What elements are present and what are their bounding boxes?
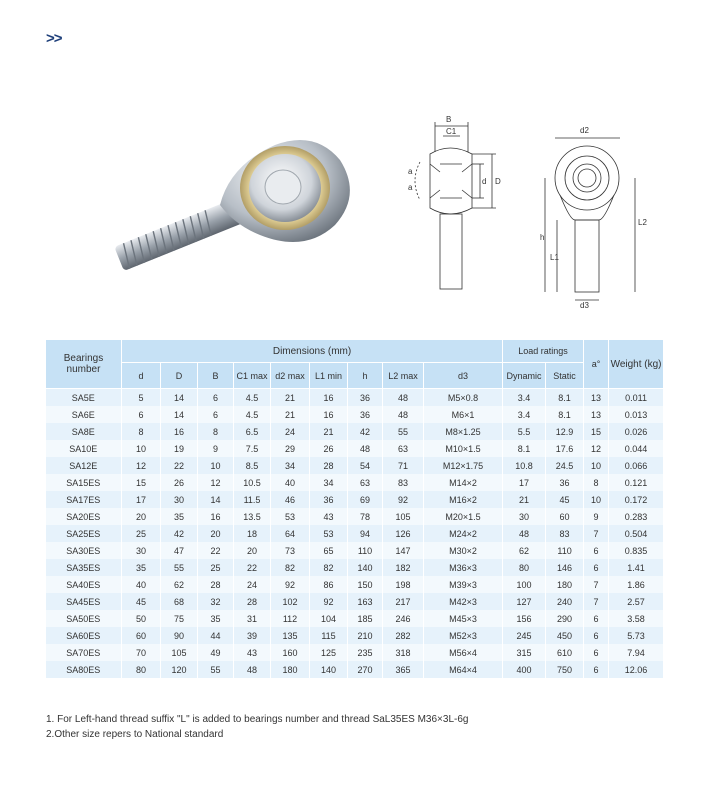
- table-cell: 17: [503, 474, 546, 491]
- table-cell: M8×1.25: [424, 423, 503, 440]
- table-cell: 100: [503, 576, 546, 593]
- table-cell: 7: [584, 576, 609, 593]
- table-cell: 55: [198, 661, 234, 678]
- table-cell: 2.57: [609, 593, 664, 610]
- table-cell: 62: [503, 542, 546, 559]
- table-cell: 180: [271, 661, 310, 678]
- table-cell: 8.5: [234, 457, 271, 474]
- table-cell: 47: [161, 542, 198, 559]
- table-cell: 20: [122, 508, 161, 525]
- label-d2: d2: [580, 126, 589, 135]
- table-cell: 68: [161, 593, 198, 610]
- table-cell: 8: [198, 423, 234, 440]
- table-cell: M64×4: [424, 661, 503, 678]
- table-cell: 53: [310, 525, 348, 542]
- table-cell: 105: [161, 644, 198, 661]
- table-cell: 20: [198, 525, 234, 542]
- table-cell: 4.5: [234, 406, 271, 423]
- table-cell: 245: [503, 627, 546, 644]
- header-h: h: [348, 363, 383, 389]
- table-cell: 156: [503, 610, 546, 627]
- table-cell: M14×2: [424, 474, 503, 491]
- table-cell: 49: [198, 644, 234, 661]
- table-cell: 31: [234, 610, 271, 627]
- table-cell: 65: [310, 542, 348, 559]
- table-cell: 182: [383, 559, 424, 576]
- table-cell: M5×0.8: [424, 389, 503, 407]
- table-cell: 60: [122, 627, 161, 644]
- table-cell: 290: [546, 610, 584, 627]
- table-cell: 36: [310, 491, 348, 508]
- table-cell: 12.06: [609, 661, 664, 678]
- table-cell: 34: [271, 457, 310, 474]
- table-cell: 92: [271, 576, 310, 593]
- table-cell: 450: [546, 627, 584, 644]
- table-cell: 246: [383, 610, 424, 627]
- table-cell: 92: [310, 593, 348, 610]
- table-cell: 3.58: [609, 610, 664, 627]
- table-cell: 43: [310, 508, 348, 525]
- table-cell: 24: [271, 423, 310, 440]
- table-cell: 71: [383, 457, 424, 474]
- table-cell: 21: [503, 491, 546, 508]
- table-cell: 0.026: [609, 423, 664, 440]
- table-cell: 0.172: [609, 491, 664, 508]
- table-cell: 13: [584, 406, 609, 423]
- table-cell: 80: [503, 559, 546, 576]
- table-cell: 80: [122, 661, 161, 678]
- table-cell: 0.835: [609, 542, 664, 559]
- table-cell: 610: [546, 644, 584, 661]
- table-cell: M12×1.75: [424, 457, 503, 474]
- table-cell: M45×3: [424, 610, 503, 627]
- table-cell: 8.1: [546, 406, 584, 423]
- table-cell: 24: [234, 576, 271, 593]
- table-cell: 82: [271, 559, 310, 576]
- header-d2-max: d2 max: [271, 363, 310, 389]
- table-cell: 6: [198, 389, 234, 407]
- header-d3: d3: [424, 363, 503, 389]
- table-cell: 22: [198, 542, 234, 559]
- table-cell: 6: [584, 661, 609, 678]
- table-cell: 150: [348, 576, 383, 593]
- table-cell: 235: [348, 644, 383, 661]
- section-marker: >>: [46, 30, 62, 47]
- table-cell: 6: [584, 627, 609, 644]
- table-cell: 0.011: [609, 389, 664, 407]
- table-cell: M42×3: [424, 593, 503, 610]
- table-row: [46, 457, 664, 474]
- table-cell: 12: [122, 457, 161, 474]
- table-cell: 21: [271, 389, 310, 407]
- table-cell: 86: [310, 576, 348, 593]
- table-cell: SA40ES: [46, 576, 122, 593]
- table-cell: 15: [122, 474, 161, 491]
- table-cell: 5: [122, 389, 161, 407]
- table-cell: 8.1: [546, 389, 584, 407]
- table-cell: 140: [348, 559, 383, 576]
- table-cell: 62: [161, 576, 198, 593]
- table-cell: 126: [383, 525, 424, 542]
- table-cell: 120: [161, 661, 198, 678]
- table-row: [46, 406, 664, 423]
- label-d: d: [482, 177, 487, 186]
- label-L1: L1: [550, 253, 559, 262]
- table-cell: 0.066: [609, 457, 664, 474]
- table-cell: 3.4: [503, 406, 546, 423]
- table-cell: 40: [122, 576, 161, 593]
- table-cell: 53: [271, 508, 310, 525]
- table-cell: 12.9: [546, 423, 584, 440]
- table-cell: 19: [161, 440, 198, 457]
- table-cell: SA20ES: [46, 508, 122, 525]
- table-cell: SA6E: [46, 406, 122, 423]
- table-cell: 45: [546, 491, 584, 508]
- table-cell: 29: [271, 440, 310, 457]
- bearing-spec-table: [45, 339, 664, 678]
- table-cell: 160: [271, 644, 310, 661]
- table-cell: 28: [310, 457, 348, 474]
- table-cell: 13: [584, 389, 609, 407]
- table-row: [46, 627, 664, 644]
- table-row: [46, 559, 664, 576]
- footnote-1: 1. For Left-hand thread suffix "L" is added to bearings number and thread SaL35ES M36×3L-6g: [46, 714, 469, 725]
- table-cell: 28: [198, 576, 234, 593]
- table-cell: 0.504: [609, 525, 664, 542]
- table-cell: 48: [234, 661, 271, 678]
- label-C1: C1: [446, 127, 457, 136]
- label-d3: d3: [580, 301, 589, 310]
- table-cell: 10.8: [503, 457, 546, 474]
- table-cell: 22: [161, 457, 198, 474]
- table-cell: 180: [546, 576, 584, 593]
- table-cell: 16: [310, 389, 348, 407]
- table-cell: 14: [161, 406, 198, 423]
- table-cell: 8: [584, 474, 609, 491]
- table-cell: 365: [383, 661, 424, 678]
- table-cell: 16: [161, 423, 198, 440]
- table-cell: 43: [234, 644, 271, 661]
- table-cell: 13.5: [234, 508, 271, 525]
- header-C1-max: C1 max: [234, 363, 271, 389]
- table-cell: 48: [383, 389, 424, 407]
- header-alpha: a°: [584, 340, 609, 389]
- front-drawing: [540, 120, 650, 310]
- table-cell: 21: [310, 423, 348, 440]
- table-row: [46, 440, 664, 457]
- table-cell: SA50ES: [46, 610, 122, 627]
- table-cell: M56×4: [424, 644, 503, 661]
- table-cell: 22: [234, 559, 271, 576]
- header-L1-min: L1 min: [310, 363, 348, 389]
- table-row: [46, 644, 664, 661]
- table-cell: 17.6: [546, 440, 584, 457]
- label-h: h: [540, 233, 545, 242]
- table-cell: 135: [271, 627, 310, 644]
- table-cell: 63: [348, 474, 383, 491]
- table-cell: M36×3: [424, 559, 503, 576]
- table-cell: SA15ES: [46, 474, 122, 491]
- table-cell: SA80ES: [46, 661, 122, 678]
- table-cell: 44: [198, 627, 234, 644]
- table-cell: 6.5: [234, 423, 271, 440]
- table-cell: 70: [122, 644, 161, 661]
- table-cell: 28: [234, 593, 271, 610]
- table-cell: 102: [271, 593, 310, 610]
- table-cell: 36: [348, 389, 383, 407]
- header-L2-max: L2 max: [383, 363, 424, 389]
- table-row: [46, 491, 664, 508]
- table-cell: 217: [383, 593, 424, 610]
- table-row: [46, 508, 664, 525]
- table-cell: 104: [310, 610, 348, 627]
- table-cell: 30: [503, 508, 546, 525]
- table-cell: 55: [383, 423, 424, 440]
- table-cell: 10: [122, 440, 161, 457]
- table-cell: 125: [310, 644, 348, 661]
- table-cell: 73: [271, 542, 310, 559]
- table-cell: 10: [584, 457, 609, 474]
- table-cell: 18: [234, 525, 271, 542]
- header-dimensions: Dimensions (mm): [122, 340, 503, 363]
- table-cell: 14: [198, 491, 234, 508]
- table-cell: 1.86: [609, 576, 664, 593]
- table-cell: 63: [383, 440, 424, 457]
- table-cell: 9: [584, 508, 609, 525]
- table-row: [46, 423, 664, 440]
- table-cell: SA12E: [46, 457, 122, 474]
- table-cell: 46: [271, 491, 310, 508]
- table-cell: M24×2: [424, 525, 503, 542]
- table-cell: 24.5: [546, 457, 584, 474]
- table-cell: 78: [348, 508, 383, 525]
- header-d: d: [122, 363, 161, 389]
- table-cell: 185: [348, 610, 383, 627]
- table-row: [46, 542, 664, 559]
- table-cell: 146: [546, 559, 584, 576]
- table-cell: M30×2: [424, 542, 503, 559]
- header-dynamic: Dynamic: [503, 363, 546, 389]
- table-cell: 127: [503, 593, 546, 610]
- table-cell: 10.5: [234, 474, 271, 491]
- table-cell: 15: [584, 423, 609, 440]
- table-cell: 83: [383, 474, 424, 491]
- table-cell: 82: [310, 559, 348, 576]
- table-row: [46, 593, 664, 610]
- table-cell: 34: [310, 474, 348, 491]
- table-cell: 7: [584, 525, 609, 542]
- table-cell: 115: [310, 627, 348, 644]
- table-cell: 26: [310, 440, 348, 457]
- label-alpha-2: a: [408, 183, 413, 192]
- table-cell: 110: [348, 542, 383, 559]
- label-alpha-1: a: [408, 167, 413, 176]
- table-cell: 35: [198, 610, 234, 627]
- table-cell: 6: [584, 610, 609, 627]
- table-cell: 110: [546, 542, 584, 559]
- header-weight: Weight (kg): [609, 340, 664, 389]
- footnote-2: 2.Other size repers to National standard: [46, 729, 224, 740]
- table-cell: 64: [271, 525, 310, 542]
- table-cell: SA17ES: [46, 491, 122, 508]
- table-cell: 3.4: [503, 389, 546, 407]
- table-cell: SA8E: [46, 423, 122, 440]
- table-cell: 4.5: [234, 389, 271, 407]
- table-cell: 60: [546, 508, 584, 525]
- table-cell: 35: [161, 508, 198, 525]
- header-bearings-number: Bearings number: [46, 340, 122, 389]
- table-cell: 30: [161, 491, 198, 508]
- table-cell: 11.5: [234, 491, 271, 508]
- table-cell: 48: [503, 525, 546, 542]
- table-cell: 35: [122, 559, 161, 576]
- table-cell: 26: [161, 474, 198, 491]
- table-cell: 6: [198, 406, 234, 423]
- table-cell: SA25ES: [46, 525, 122, 542]
- table-cell: 50: [122, 610, 161, 627]
- table-cell: 36: [348, 406, 383, 423]
- table-cell: 55: [161, 559, 198, 576]
- table-cell: 6: [584, 542, 609, 559]
- table-cell: M6×1: [424, 406, 503, 423]
- table-cell: 45: [122, 593, 161, 610]
- table-cell: 48: [383, 406, 424, 423]
- table-cell: 32: [198, 593, 234, 610]
- header-load-ratings: Load ratings: [503, 340, 584, 363]
- table-cell: 20: [234, 542, 271, 559]
- table-cell: 12: [584, 440, 609, 457]
- table-cell: 25: [198, 559, 234, 576]
- table-cell: M52×3: [424, 627, 503, 644]
- table-cell: 1.41: [609, 559, 664, 576]
- table-cell: 9: [198, 440, 234, 457]
- table-cell: SA45ES: [46, 593, 122, 610]
- table-cell: 14: [161, 389, 198, 407]
- table-cell: 48: [348, 440, 383, 457]
- table-cell: 400: [503, 661, 546, 678]
- table-cell: 140: [310, 661, 348, 678]
- table-cell: 198: [383, 576, 424, 593]
- footnotes: [46, 712, 468, 742]
- table-cell: 315: [503, 644, 546, 661]
- table-cell: 36: [546, 474, 584, 491]
- spec-table-body: [46, 389, 664, 679]
- table-cell: 163: [348, 593, 383, 610]
- table-cell: 10: [584, 491, 609, 508]
- table-cell: SA5E: [46, 389, 122, 407]
- table-cell: 147: [383, 542, 424, 559]
- label-B: B: [446, 115, 452, 124]
- header-B: B: [198, 363, 234, 389]
- table-cell: 750: [546, 661, 584, 678]
- table-cell: 0.121: [609, 474, 664, 491]
- table-cell: 92: [383, 491, 424, 508]
- table-cell: 0.283: [609, 508, 664, 525]
- table-cell: M20×1.5: [424, 508, 503, 525]
- table-cell: SA35ES: [46, 559, 122, 576]
- table-cell: 270: [348, 661, 383, 678]
- table-cell: 5.5: [503, 423, 546, 440]
- table-cell: 7.5: [234, 440, 271, 457]
- table-cell: SA70ES: [46, 644, 122, 661]
- table-cell: 17: [122, 491, 161, 508]
- table-row: [46, 525, 664, 542]
- label-D: D: [495, 177, 501, 186]
- table-cell: 40: [271, 474, 310, 491]
- table-cell: 240: [546, 593, 584, 610]
- table-cell: 69: [348, 491, 383, 508]
- table-cell: 42: [348, 423, 383, 440]
- table-cell: 0.013: [609, 406, 664, 423]
- table-cell: M16×2: [424, 491, 503, 508]
- table-cell: 0.044: [609, 440, 664, 457]
- table-cell: M39×3: [424, 576, 503, 593]
- rod-end-photo: [100, 105, 370, 275]
- table-cell: 210: [348, 627, 383, 644]
- table-cell: 83: [546, 525, 584, 542]
- table-cell: 318: [383, 644, 424, 661]
- header-D: D: [161, 363, 198, 389]
- table-cell: 7: [584, 593, 609, 610]
- table-cell: 75: [161, 610, 198, 627]
- table-cell: 105: [383, 508, 424, 525]
- table-cell: 42: [161, 525, 198, 542]
- table-cell: SA10E: [46, 440, 122, 457]
- table-cell: 25: [122, 525, 161, 542]
- table-cell: 8.1: [503, 440, 546, 457]
- table-cell: SA30ES: [46, 542, 122, 559]
- table-cell: 39: [234, 627, 271, 644]
- table-row: [46, 389, 664, 407]
- header-static: Static: [546, 363, 584, 389]
- table-cell: 282: [383, 627, 424, 644]
- table-cell: 21: [271, 406, 310, 423]
- table-cell: 94: [348, 525, 383, 542]
- table-cell: 7.94: [609, 644, 664, 661]
- table-cell: 54: [348, 457, 383, 474]
- section-drawing: [400, 112, 520, 312]
- table-cell: 8: [122, 423, 161, 440]
- label-L2: L2: [638, 218, 647, 227]
- table-cell: 6: [122, 406, 161, 423]
- table-cell: 16: [310, 406, 348, 423]
- table-row: [46, 576, 664, 593]
- table-cell: SA60ES: [46, 627, 122, 644]
- table-cell: 112: [271, 610, 310, 627]
- table-cell: 6: [584, 644, 609, 661]
- table-cell: 10: [198, 457, 234, 474]
- table-row: [46, 661, 664, 678]
- table-cell: 5.73: [609, 627, 664, 644]
- table-cell: 12: [198, 474, 234, 491]
- table-cell: 6: [584, 559, 609, 576]
- table-cell: 16: [198, 508, 234, 525]
- table-cell: M10×1.5: [424, 440, 503, 457]
- table-row: [46, 610, 664, 627]
- table-cell: 90: [161, 627, 198, 644]
- table-row: [46, 474, 664, 491]
- table-cell: 30: [122, 542, 161, 559]
